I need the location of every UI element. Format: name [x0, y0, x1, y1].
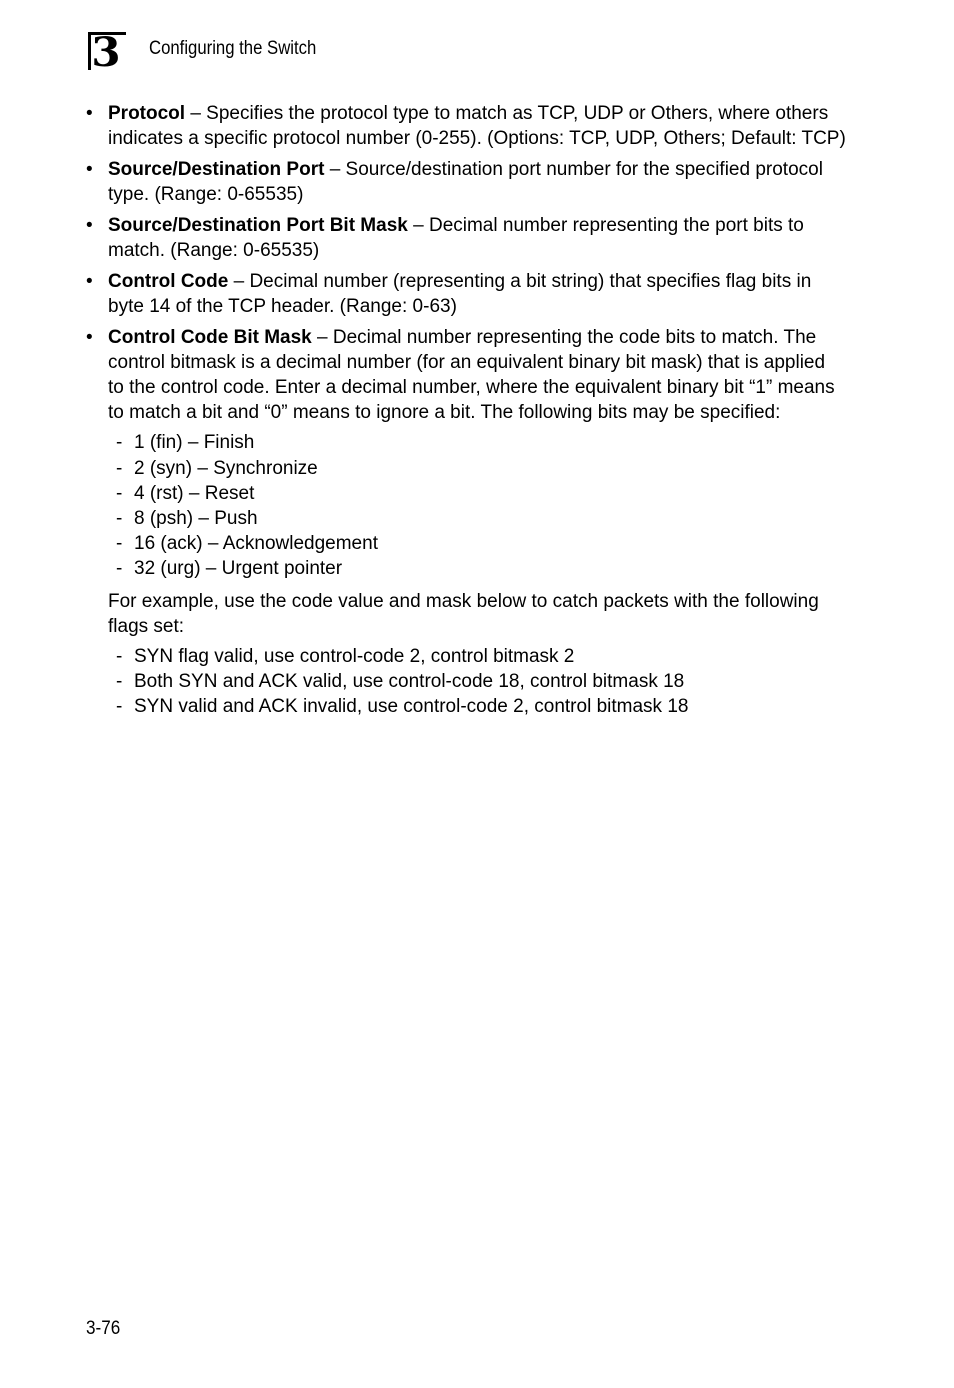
bullet-term: Source/Destination Port — [108, 158, 325, 180]
list-item — [108, 669, 846, 694]
bullet-dot: • — [86, 158, 93, 180]
chapter-number: 3 — [91, 29, 120, 76]
bullet-item-port-bit-mask — [86, 213, 846, 263]
bullet-item-control-code — [86, 269, 846, 319]
bullet-text: – Decimal number representing the code bits to match. The control bitmask is a decimal number (for an equivalent binary bit mask) that is applied to the control code. Enter a decimal number, where the equivalent binary bit “1” means to match a bit and “0” means to ignore a bit. The following bits may be specified: — [108, 326, 835, 424]
main-content — [86, 101, 846, 725]
bullet-list — [86, 101, 846, 720]
example-label: SYN flag valid, use control-code 2, control bitmask 2 — [134, 646, 575, 668]
bullet-item-control-code-bit-mask — [86, 325, 846, 720]
bit-label: 1 (fin) – Finish — [134, 432, 255, 454]
example-label: SYN valid and ACK invalid, use control-code 2, control bitmask 18 — [134, 696, 689, 718]
bullet-dot: • — [86, 103, 93, 124]
bit-label: 16 (ack) – Acknowledgement — [134, 533, 378, 555]
page-header — [88, 29, 317, 76]
dash-mark: - — [116, 482, 123, 504]
chapter-badge — [88, 29, 126, 76]
examples-list — [108, 644, 846, 720]
bits-list — [108, 430, 846, 581]
list-item — [108, 456, 846, 481]
bullet-text: – Decimal number representing the port bits to match. (Range: 0-65535) — [108, 214, 804, 262]
list-item — [108, 694, 846, 719]
bullet-item-source-destination-port — [86, 157, 846, 207]
bullet-text: – Specifies the protocol type to match as TCP, UDP or Others, where others indicates a specific protocol number (0-255). (Options: TCP, UDP, Others; Default: TCP) — [108, 103, 846, 150]
list-item — [108, 430, 846, 455]
list-item — [108, 481, 846, 506]
bullet-text: – Source/destination port number for the specified protocol type. (Range: 0-65535) — [108, 158, 823, 206]
bit-label: 8 (psh) – Push — [134, 508, 258, 530]
dash-mark: - — [116, 558, 123, 580]
bullet-dot: • — [86, 326, 93, 348]
example-intro: For example, use the code value and mask below to catch packets with the following flags set: — [108, 590, 819, 637]
dash-mark: - — [116, 696, 123, 718]
dash-mark: - — [116, 432, 123, 454]
bullet-term: Control Code Bit Mask — [108, 326, 312, 348]
dash-mark: - — [116, 457, 123, 479]
bit-label: 32 (urg) – Urgent pointer — [134, 558, 343, 580]
page-number: 3-76 — [86, 1318, 121, 1339]
bullet-term: Protocol — [108, 103, 186, 124]
list-item — [108, 531, 846, 556]
dash-mark: - — [116, 646, 123, 668]
list-item — [108, 506, 846, 531]
bullet-dot: • — [86, 270, 93, 292]
bullet-text: – Decimal number (representing a bit string) that specifies flag bits in byte 14 of the TCP header. (Range: 0-63) — [108, 270, 812, 317]
bullet-term: Source/Destination Port Bit Mask — [108, 214, 408, 236]
dash-mark: - — [116, 671, 123, 693]
list-item — [108, 644, 846, 669]
bit-label: 4 (rst) – Reset — [134, 482, 255, 504]
dash-mark: - — [116, 533, 123, 555]
header-title: Configuring the Switch — [149, 38, 317, 59]
bullet-item-protocol — [86, 101, 846, 151]
example-label: Both SYN and ACK valid, use control-code 18, control bitmask 18 — [134, 671, 685, 693]
bullet-term: Control Code — [108, 270, 229, 292]
dash-mark: - — [116, 508, 123, 530]
list-item — [108, 556, 846, 581]
bullet-dot: • — [86, 214, 93, 236]
bit-label: 2 (syn) – Synchronize — [134, 457, 318, 479]
